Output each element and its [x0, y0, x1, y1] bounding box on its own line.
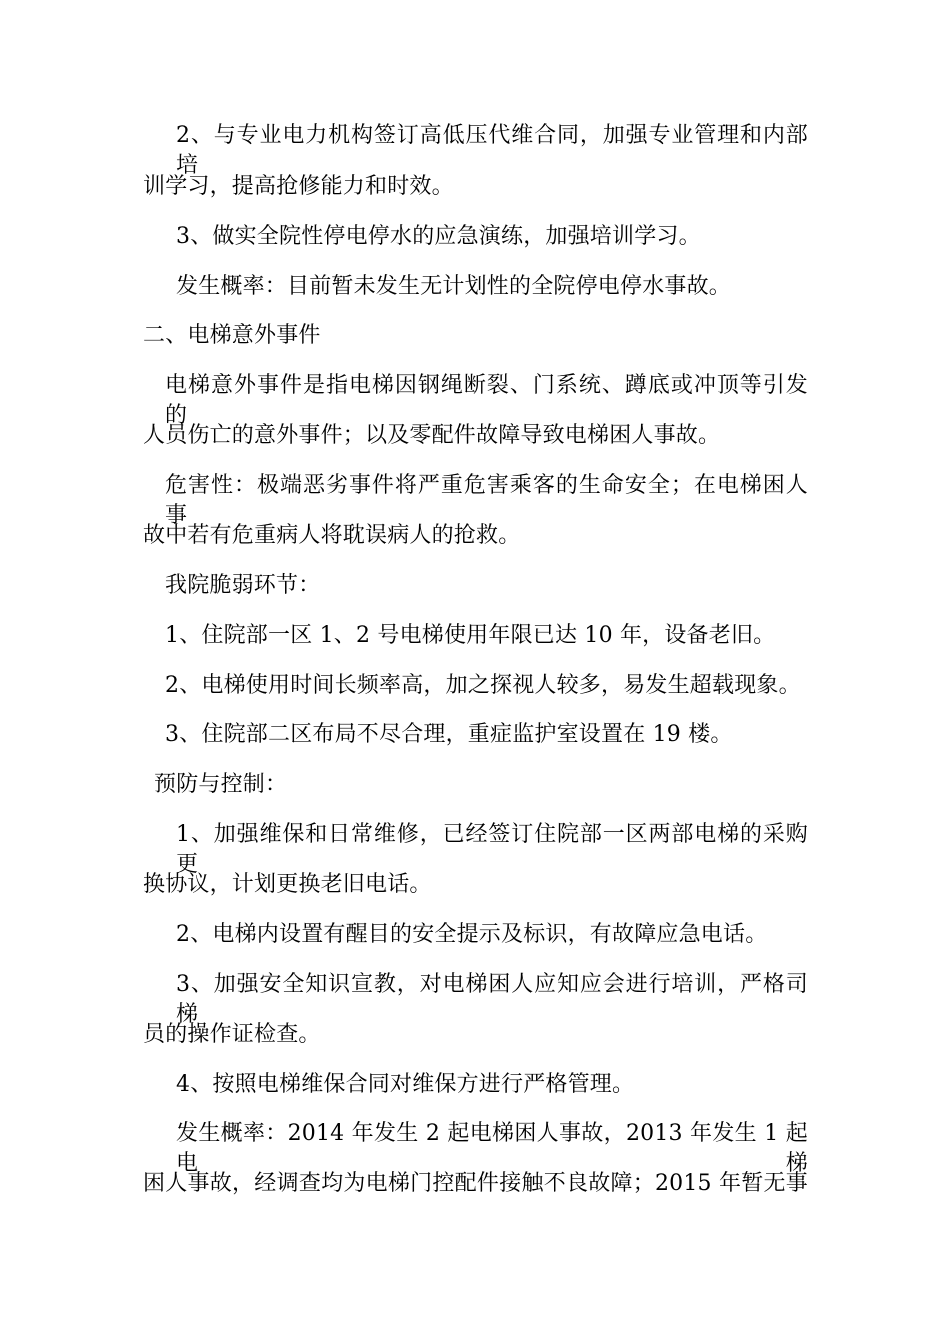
paragraph-line: 发生概率：目前暂未发生无计划性的全院停电停水事故。	[176, 274, 732, 299]
paragraph-line: 3、做实全院性停电停水的应急演练，加强培训学习。	[176, 224, 701, 249]
paragraph-line: 危害性：极端恶劣事件将严重危害乘客的生命安全；在电梯困人事	[165, 473, 808, 528]
paragraph-line: 4、按照电梯维保合同对维保方进行严格管理。	[176, 1072, 635, 1097]
paragraph-line: 人员伤亡的意外事件；以及零配件故障导致电梯困人事故。	[143, 423, 721, 448]
paragraph-line: 换协议，计划更换老旧电话。	[143, 872, 432, 897]
paragraph-line: 3、住院部二区布局不尽合理，重症监护室设置在 19 楼。	[165, 722, 733, 747]
paragraph-line: 3、加强安全知识宣教，对电梯困人应知应会进行培训，严格司梯	[176, 972, 808, 1027]
paragraph-line: 预防与控制：	[154, 772, 288, 797]
paragraph-line: 困人事故，经调查均为电梯门控配件接触不良故障；2015 年暂无事	[143, 1171, 808, 1196]
paragraph-line: 我院脆弱环节：	[165, 573, 321, 598]
paragraph-line: 电梯意外事件是指电梯因钢绳断裂、门系统、蹲底或冲顶等引发的	[165, 373, 808, 428]
paragraph-line: 训学习，提高抢修能力和时效。	[143, 174, 454, 199]
paragraph-line: 2、与专业电力机构签订高低压代维合同，加强专业管理和内部培	[176, 123, 808, 178]
paragraph-line: 1、住院部一区 1、2 号电梯使用年限已达 10 年，设备老旧。	[165, 623, 776, 648]
section-heading: 二、电梯意外事件	[143, 323, 321, 348]
paragraph-line: 2、电梯内设置有醒目的安全提示及标识，有故障应急电话。	[176, 922, 768, 947]
paragraph-line: 员的操作证检查。	[143, 1022, 321, 1047]
paragraph-line: 发生概率：2014 年发生 2 起电梯困人事故，2013 年发生 1 起电梯	[176, 1121, 808, 1176]
paragraph-line: 2、电梯使用时间长频率高，加之探视人较多，易发生超载现象。	[165, 673, 801, 698]
paragraph-line: 故中若有危重病人将耽误病人的抢救。	[143, 523, 521, 548]
paragraph-line: 1、加强维保和日常维修，已经签订住院部一区两部电梯的采购更	[176, 822, 808, 877]
